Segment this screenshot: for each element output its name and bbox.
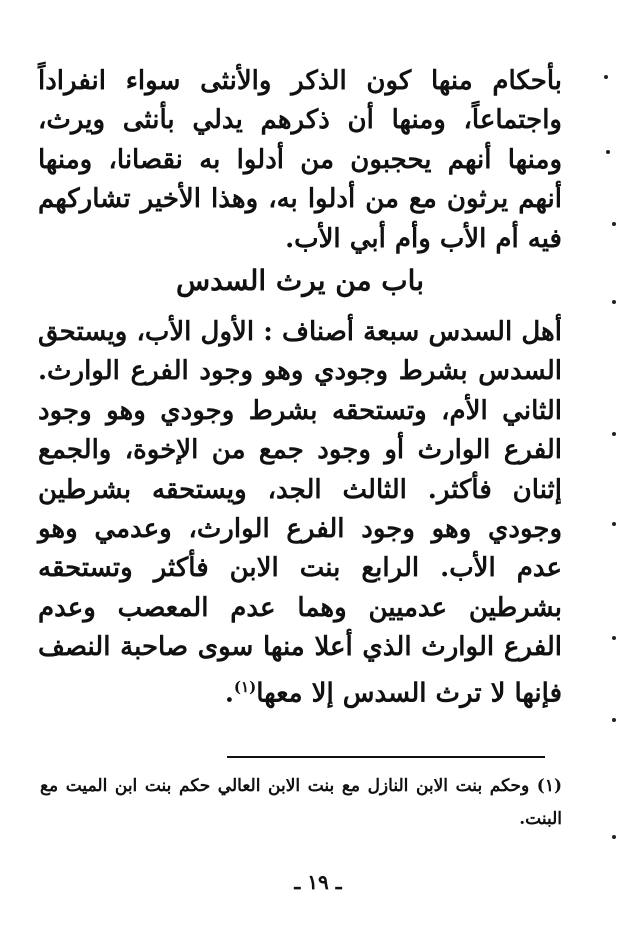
paragraph-intro: بأحكام منها كون الذكر والأنثى سواء انفراداً واجتماعاً، ومنها أن ذكرهم يدلي بأنثى ويرث، ومنها أنهم يحجبون من أدلوا به نقصانا، ومنها أنهم يرثون مع من أدلوا به، وهذا الأخير تشاركهم فيه أم الأب وأم أبي الأب. xyxy=(38,66,562,254)
chapter-title: باب من يرث السدس xyxy=(175,264,424,298)
page-number: ـ ١٩ ـ xyxy=(294,870,342,894)
page-body xyxy=(38,62,562,714)
footnote-divider xyxy=(227,756,545,758)
margin-dot xyxy=(612,432,616,436)
paragraph-sixth-heirs-text: أهل السدس سبعة أصناف : الأول الأب، ويستحق السدس بشرط وجودي وهو وجود الفرع الوارث. الثاني الأم، وتستحقه بشرط وجودي وهو وجود الفرع الوارث أو وجود جمع من الإخوة، والجمع إثنان فأكثر. الثالث الجد، ويستحقه بشرطين وجودي وهو وجود الفرع الوارث، وعدمي وهو عدم الأب. الرابع بنت الابن فأكثر وتستحقه بشرطين عدميين وهما عدم المعصب وعدم الفرع الوارث الذي أعلا منها سوى صاحبة النصف فإنها لا ترث السدس إلا معها xyxy=(38,317,562,709)
margin-dot xyxy=(612,636,616,640)
margin-dot xyxy=(612,718,616,722)
margin-dot xyxy=(604,75,608,79)
margin-dot xyxy=(606,150,610,154)
margin-dot xyxy=(612,522,616,526)
margin-dot xyxy=(612,300,616,304)
footnote-marker: (١) xyxy=(233,677,257,696)
margin-dot xyxy=(612,222,616,226)
margin-dot xyxy=(612,835,616,839)
footnote: (١) وحكم بنت الابن النازل مع بنت الابن العالي حكم بنت ابن الميت مع البنت. xyxy=(40,776,562,829)
paragraph-sixth-heirs: أهل السدس سبعة أصناف : الأول الأب، ويستحق السدس بشرط وجودي وهو وجود الفرع الوارث. الثاني الأم، وتستحقه بشرط وجودي وهو وجود الفرع الوارث أو وجود جمع من الإخوة، والجمع إثنان فأكثر. الثالث الجد، ويستحقه بشرطين وجودي وهو وجود الفرع الوارث، وعدمي وهو عدم الأب. الرابع بنت الابن فأكثر وتستحقه بشرطين عدميين وهما عدم المعصب وعدم الفرع الوارث الذي أعلا منها سوى صاحبة النصف فإنها لا ترث السدس إلا معها$^{(١)}$. xyxy=(38,317,562,709)
